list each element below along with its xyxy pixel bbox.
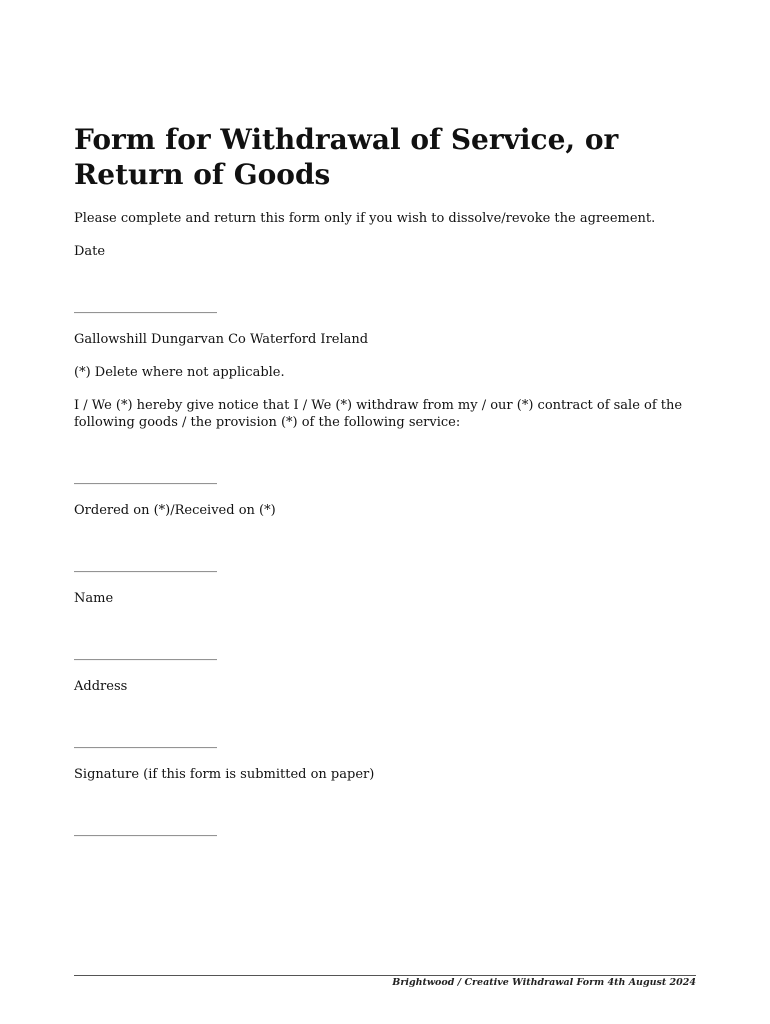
goods-blank-line: ______________________: [74, 470, 217, 485]
withdrawal-notice: I / We (*) hereby give notice that I / We (*) withdraw from my / our (*) contract of sale of the following goods / the provision (*) of the following service:: [74, 398, 683, 430]
page-title: Form for Withdrawal of Service, or Return of Goods: [74, 123, 619, 191]
name-label: Name: [74, 591, 114, 606]
ordered-blank-line: ______________________: [74, 558, 217, 573]
address-label: Address: [74, 679, 128, 694]
document-body: [74, 122, 696, 838]
footer-caption: Brightwood / Creative Withdrawal Form 4th August 2024: [392, 977, 696, 988]
name-blank-line: ______________________: [74, 646, 217, 661]
company-address: Gallowshill Dungarvan Co Waterford Ireland: [74, 332, 369, 347]
signature-label: Signature (if this form is submitted on paper): [74, 767, 375, 782]
date-blank-line: ______________________: [74, 299, 217, 314]
footer-divider: [74, 975, 696, 976]
delete-note: (*) Delete where not applicable.: [74, 365, 285, 380]
address-blank-line: ______________________: [74, 734, 217, 749]
intro-text: Please complete and return this form only if you wish to dissolve/revoke the agreement.: [74, 211, 656, 226]
ordered-received-label: Ordered on (*)/Received on (*): [74, 503, 276, 518]
signature-blank-line: ______________________: [74, 822, 217, 837]
date-label: Date: [74, 244, 106, 259]
